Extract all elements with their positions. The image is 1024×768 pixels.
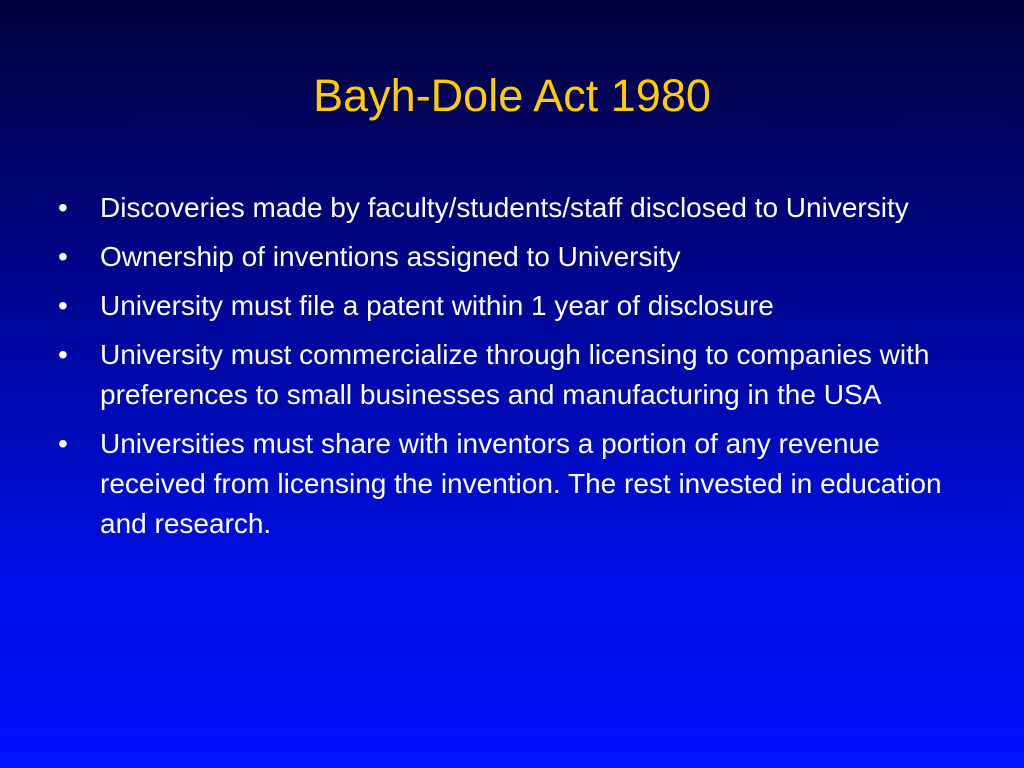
- bullet-text: University must commercialize through licensing to companies with preferences to small businesses and manufacturing in the USA: [100, 339, 930, 410]
- bullet-text: Discoveries made by faculty/students/staff disclosed to University: [100, 192, 909, 223]
- bullet-item: [58, 237, 958, 277]
- bullet-icon: •: [58, 428, 68, 459]
- bullet-icon: •: [58, 339, 68, 370]
- bullet-text: Universities must share with inventors a portion of any revenue received from licensing the invention. The rest invested in education and research.: [100, 428, 942, 539]
- bullet-item: [58, 424, 958, 544]
- bullet-item: [58, 286, 958, 326]
- bullet-icon: •: [58, 290, 68, 321]
- bullet-list: [58, 188, 958, 553]
- bullet-text: University must file a patent within 1 year of disclosure: [100, 290, 774, 321]
- bullet-icon: •: [58, 192, 68, 223]
- slide-title: Bayh-Dole Act 1980: [313, 70, 711, 121]
- bullet-icon: •: [58, 241, 68, 272]
- bullet-item: [58, 335, 958, 415]
- bullet-item: [58, 188, 958, 228]
- bullet-text: Ownership of inventions assigned to University: [100, 241, 681, 272]
